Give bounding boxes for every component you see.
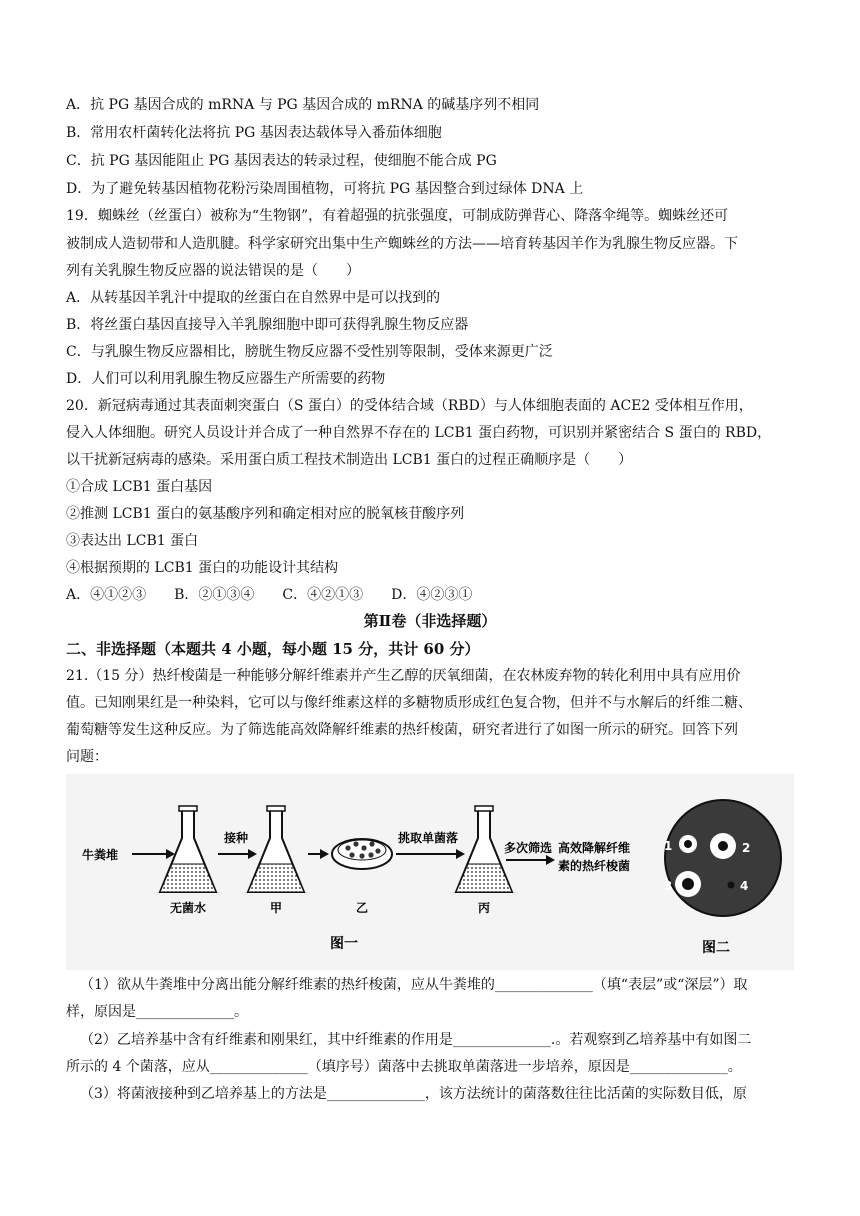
figure2-dish	[665, 800, 781, 916]
q19-stem-line1: 19．蜘蛛丝（丝蛋白）被称为“生物钢”，有着超强的抗张强度，可制成防弹背心、降落伞绳等。蜘蛛丝还可	[66, 208, 729, 224]
q20-item-2: ②推测 LCB1 蛋白的氨基酸序列和确定相对应的脱氧核苷酸序列	[66, 506, 465, 522]
q21-stem-line1: 21.（15 分）热纤梭菌是一种能够分解纤维素并产生乙醇的厌氧细菌，在农林废弃物的转化利用中具有应用价	[66, 668, 741, 684]
part2-title: 第Ⅱ卷（非选择题）	[363, 612, 497, 630]
q19-option-b: B．将丝蛋白基因直接导入羊乳腺细胞中即可获得乳腺生物反应器	[66, 317, 469, 333]
q21-sub2-line1: （2）乙培养基中含有纤维素和刚果红，其中纤维素的作用是______________.。若观察到乙培养基中有如图二	[80, 1032, 752, 1048]
q20-item-3: ③表达出 LCB1 蛋白	[66, 533, 199, 549]
q21-sub1-line1: （1）欲从牛粪堆中分离出能分解纤维素的热纤梭菌，应从牛粪堆的______________（填“表层”或“深层”）取	[80, 977, 748, 993]
q18-option-d: D．为了避免转基因植物花粉污染周围植物，可将抗 PG 基因整合到过绿体 DNA 上	[66, 181, 584, 197]
q18-option-b: B．常用农杆菌转化法将抗 PG 基因表达载体导入番茄体细胞	[66, 125, 442, 141]
q21-sub3-line1: （3）将菌液接种到乙培养基上的方法是______________，该方法统计的菌落数往往比活菌的实际数目低，原	[80, 1086, 747, 1102]
q19-option-d: D．人们可以利用乳腺生物反应器生产所需要的药物	[66, 371, 386, 387]
q21-sub2-line2: 所示的 4 个菌落，应从______________（填序号）菌落中去挑取单菌落进一步培养，原因是______________。	[66, 1059, 742, 1075]
q18-option-c: C．抗 PG 基因能阻止 PG 基因表达的转录过程，使细胞不能合成 PG	[66, 153, 497, 169]
petri-dish-yi	[332, 839, 392, 869]
figure-svg	[66, 774, 794, 970]
q21-stem-line3: 葡萄糖等发生这种反应。为了筛选能高效降解纤维素的热纤梭菌，研究者进行了如图一所示的研究。回答下列	[66, 722, 738, 738]
label-multi-screen: 多次筛选	[504, 841, 553, 855]
colony-label-1: 1	[664, 839, 673, 853]
label-sterile-water: 无菌水	[170, 901, 207, 915]
source-label: 牛粪堆	[82, 848, 119, 862]
q19-option-a: A．从转基因羊乳汁中提取的丝蛋白在自然界中是可以找到的	[66, 290, 441, 306]
q20-stem-line2: 侵入人体细胞。研究人员设计并合成了一种自然界不存在的 LCB1 蛋白药物，可识别并紧密结合 S 蛋白的 RBD，	[66, 425, 772, 441]
colony-label-2: 2	[742, 841, 751, 855]
q21-stem-line2: 值。已知刚果红是一种染料，它可以与像纤维素这样的多糖物质形成红色复合物，但并不与水解后的纤维二糖、	[66, 695, 752, 711]
fig1-caption: 图一	[330, 936, 358, 952]
label-yi: 乙	[356, 901, 369, 915]
colony-label-4: 4	[740, 879, 749, 893]
label-inoculate: 接种	[224, 831, 249, 845]
fig2-caption: 图二	[702, 940, 730, 956]
q18-option-a: A．抗 PG 基因合成的 mRNA 与 PG 基因合成的 mRNA 的碱基序列不相同	[66, 97, 540, 113]
result-line-2: 素的热纤梭菌	[558, 859, 631, 873]
q20-item-4: ④根据预期的 LCB1 蛋白的功能设计其结构	[66, 560, 339, 576]
experiment-figure	[66, 774, 794, 970]
q20-item-1: ①合成 LCB1 蛋白基因	[66, 479, 213, 495]
q19-option-c: C．与乳腺生物反应器相比，膀胱生物反应器不受性别等限制，受体来源更广泛	[66, 344, 553, 360]
result-line-1: 高效降解纤维	[558, 841, 631, 855]
q19-stem-line2: 被制成人造韧带和人造肌腱。科学家研究出集中生产蜘蛛丝的方法——培育转基因羊作为乳腺生物反应器。下	[66, 236, 738, 252]
section2-heading: 二、非选择题（本题共 4 小题，每小题 15 分，共计 60 分）	[66, 640, 480, 658]
label-jia: 甲	[270, 901, 283, 915]
label-pick-colony: 挑取单菌落	[398, 831, 459, 845]
colony-label-3: 3	[664, 879, 673, 893]
q21-stem-line4: 问题：	[66, 749, 108, 765]
q19-stem-line3: 列有关乳腺生物反应器的说法错误的是（ ）	[66, 263, 360, 279]
q20-stem-line3: 以干扰新冠病毒的感染。采用蛋白质工程技术制造出 LCB1 蛋白的过程正确顺序是（ ）	[66, 452, 633, 468]
q21-sub1-line2: 样，原因是______________。	[66, 1004, 248, 1020]
label-bing: 丙	[478, 901, 491, 915]
q20-options: A．④①②③ B．②①③④ C．④②①③ D．④②③①	[66, 587, 473, 603]
q20-stem-line1: 20．新冠病毒通过其表面刺突蛋白（S 蛋白）的受体结合域（RBD）与人体细胞表面的 ACE2 受体相互作用，	[66, 398, 753, 414]
